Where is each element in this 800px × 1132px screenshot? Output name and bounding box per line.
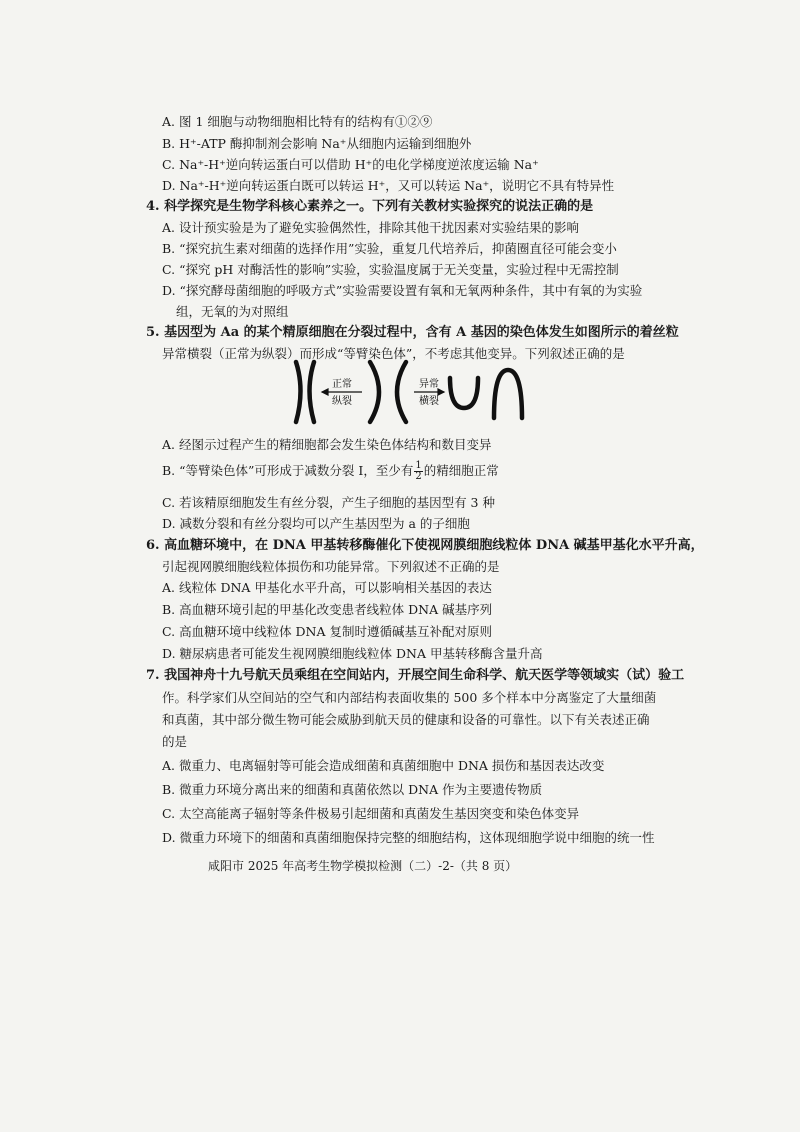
q6-stem-line1: 6. 高血糖环境中，在 DNA 甲基转移酶催化下使视网膜细胞线粒体 DNA 碱基甲基化水平升高， (146, 538, 704, 553)
fraction-one-half (414, 461, 422, 482)
q7-stem-line4: 的是 (162, 734, 188, 749)
q4-option-b: B. “探究抗生素对细菌的选择作用”实验，重复几代培养后，抑菌圈直径可能会变小 (162, 241, 617, 256)
page-footer: 咸阳市 2025 年高考生物学模拟检测（二）-2-（共 8 页） (208, 859, 518, 873)
q4-option-d-line2: 组，无氧的为对照组 (176, 304, 289, 319)
x-chromosome-left-arm (370, 362, 379, 422)
normal-arrowhead (322, 389, 328, 395)
fraction-denominator: 2 (415, 471, 422, 482)
q5-stem-line2: 异常横裂（正常为纵裂）而形成“等臂染色体”，不考虑其他变异。下列叙述正确的是 (162, 346, 625, 361)
q3-option-c: C. Na⁺-H⁺逆向转运蛋白可以借助 H⁺的电化学梯度逆浓度运输 Na⁺ (162, 157, 539, 172)
q3-option-b: B. H⁺-ATP 酶抑制剂会影响 Na⁺从细胞内运输到细胞外 (162, 136, 472, 151)
abnormal-label-top: 异常 (419, 379, 439, 390)
q5-stem-line1: 5. 基因型为 Aa 的某个精原细胞在分裂过程中，含有 A 基因的染色体发生如图所示的着丝粒 (146, 325, 679, 340)
q4-option-d-line1: D. “探究酵母菌细胞的呼吸方式”实验需要设置有氧和无氧两种条件，其中有氧的为实验 (162, 283, 643, 298)
q4-option-c: C. “探究 pH 对酶活性的影响”实验，实验温度属于无关变量，实验过程中无需控制 (162, 262, 619, 277)
split-chromatid-right (310, 362, 315, 422)
x-chromosome-right-arm (397, 362, 406, 422)
q4-option-a: A. 设计预实验是为了避免实验偶然性，排除其他干扰因素对实验结果的影响 (162, 220, 579, 235)
q7-option-b: B. 微重力环境分离出来的细菌和真菌依然以 DNA 作为主要遗传物质 (162, 782, 543, 797)
q5-option-c: C. 若该精原细胞发生有丝分裂，产生子细胞的基因型有 3 种 (162, 495, 495, 510)
q7-stem-line3: 和真菌，其中部分微生物可能会威胁到航天员的健康和设备的可靠性。以下有关表述正确 (162, 712, 650, 727)
q6-option-d: D. 糖尿病患者可能发生视网膜细胞线粒体 DNA 甲基转移酶含量升高 (162, 646, 543, 661)
normal-label-bottom: 纵裂 (332, 396, 352, 407)
q6-option-b: B. 高血糖环境引起的甲基化改变患者线粒体 DNA 碱基序列 (162, 602, 493, 617)
q5-option-a: A. 经图示过程产生的精细胞都会发生染色体结构和数目变异 (162, 437, 492, 452)
q7-option-c: C. 太空高能离子辐射等条件极易引起细菌和真菌发生基因突变和染色体变异 (162, 806, 580, 821)
normal-label-top: 正常 (332, 379, 352, 390)
q7-stem-line2: 作。科学家们从空间站的空气和内部结构表面收集的 500 多个样本中分离鉴定了大量细菌 (162, 690, 657, 705)
chromosome-figure (288, 356, 528, 428)
q4-stem: 4. 科学探究是生物学科核心素养之一。下列有关教材实验探究的说法正确的是 (146, 199, 594, 214)
q5-option-d: D. 减数分裂和有丝分裂均可以产生基因型为 a 的子细胞 (162, 516, 470, 531)
q7-option-d: D. 微重力环境下的细菌和真菌细胞保持完整的细胞结构，这体现细胞学说中细胞的统一性 (162, 830, 655, 845)
fraction-numerator: 1 (415, 460, 422, 471)
abnormal-label-bottom: 横裂 (419, 396, 439, 407)
q5-option-b-prefix: B. “等臂染色体”可形成于减数分裂 I，至少有 (162, 463, 414, 478)
q5-option-b-suffix: 的精细胞正常 (423, 463, 499, 478)
q6-option-c: C. 高血糖环境中线粒体 DNA 复制时遵循碱基互补配对原则 (162, 624, 492, 639)
isochromosome-u (450, 378, 478, 408)
q7-option-a: A. 微重力、电离辐射等可能会造成细菌和真菌细胞中 DNA 损伤和基因表达改变 (162, 758, 605, 773)
q3-option-a: A. 图 1 细胞与动物细胞相比特有的结构有①②⑨ (162, 114, 433, 129)
q5-option-b (162, 461, 499, 482)
q3-option-d: D. Na⁺-H⁺逆向转运蛋白既可以转运 H⁺，又可以转运 Na⁺，说明它不具有特异性 (162, 178, 615, 193)
q7-stem-line1: 7. 我国神舟十九号航天员乘组在空间站内，开展空间生命科学、航天医学等领域实（试）验工 (146, 668, 685, 683)
q6-stem-line2: 引起视网膜细胞线粒体损伤和功能异常。下列叙述不正确的是 (162, 559, 500, 574)
split-chromatid-left (296, 362, 301, 422)
isochromosome-n (494, 370, 522, 418)
q6-option-a: A. 线粒体 DNA 甲基化水平升高，可以影响相关基因的表达 (162, 580, 492, 595)
chromosome-diagram (288, 356, 528, 428)
